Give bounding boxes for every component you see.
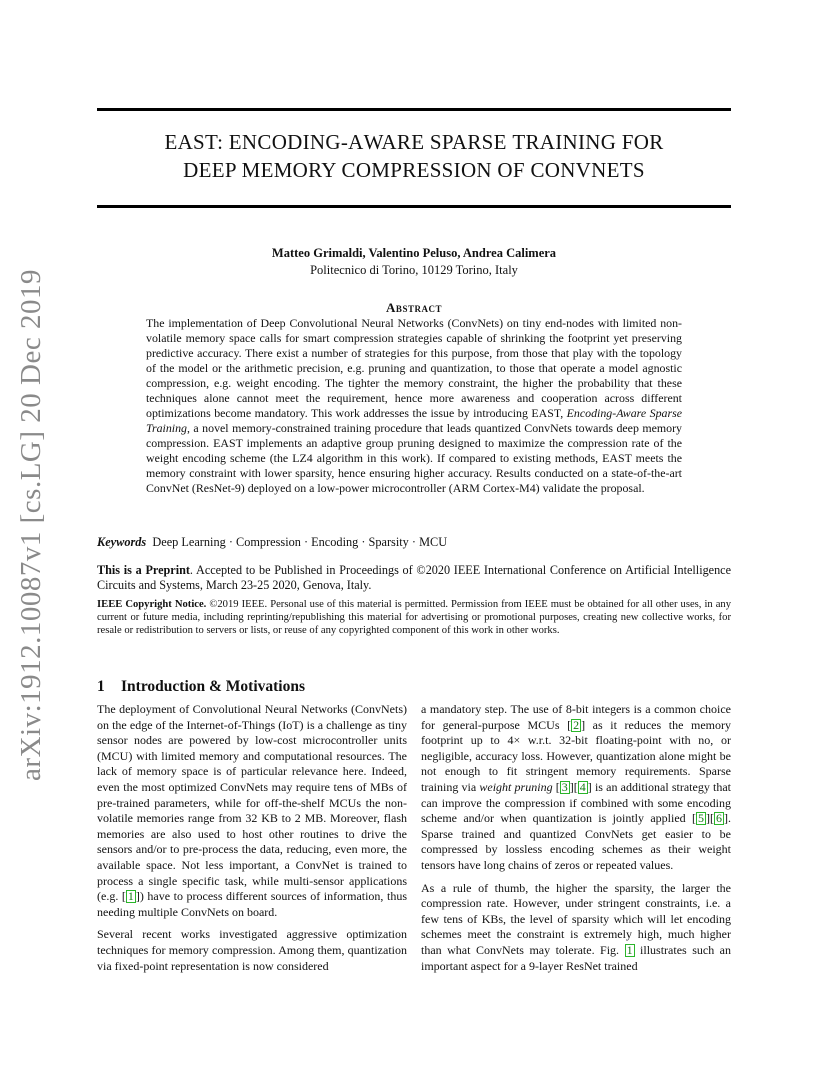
title-line-2: DEEP MEMORY COMPRESSION OF CONVNETS (183, 158, 645, 182)
affiliation: Politecnico di Torino, 10129 Torino, Italy (310, 263, 518, 277)
citation-link[interactable]: 1 (127, 889, 134, 904)
citation-link[interactable]: 3 (561, 779, 568, 794)
paragraph: As a rule of thumb, the higher the sparsity, the larger the compression rate. However, under stringent constraints, i.e. a few tens of KBs, the level of sparsity which will let encoding schemes meet the constraint is extremely high, much higher than what ConvNets may tolerate. Fig. 1 illustrates such an important aspect for a 9-layer ResNet trained (421, 880, 732, 973)
paragraph: The deployment of Convolutional Neural Networks (ConvNets) on the edge of the Internet-of-Things (IoT) is a challenge as tiny sensor nodes are powered by low-cost microcontroller units (MCU) with limited memory and computational resources. The lack of memory space is of particular relevance here. Indeed, even the most optimized ConvNets may require tens of MBs of pre-trained parameters, while for off-the-shelf MCUs the non-volatile memories range from 32 KB to 2 MB. Moreover, flash memories are also used to host other routines to drive the sensors and/or to pre-process the data, reducing, even more, the available space. Not less important, a ConvNet is trained to process a single specific task, while multi-sensor applications (e.g. [ 1 ]) have to process different sources of information, thus needing multiple ConvNets on board. (97, 702, 407, 919)
abstract-text: The implementation of Deep Convolutional Neural Networks (ConvNets) on tiny end-nodes with limited non-volatile memory space calls for smart compression strategies capable of shrinking the footprint yet preserving predictive accuracy. There exist a number of strategies for this purpose, from those that play with the topology of the model or the arithmetic precision, e.g. pruning and quantization, to those that operate a model agnostic compression, e.g. weight encoding. The tighter the memory constraint, the higher the probability that these techniques alone cannot meet the requirement, hence more awareness and cooperation across different optimizations become mandatory. This work addresses the issue by introducing EAST, Encoding-Aware Sparse Training, a novel memory-constrained training procedure that leads quantized ConvNets towards deep memory compression. EAST implements an adaptive group pruning designed to maximize the compression rate of the weight encoding scheme (the LZ4 algorithm in this work). If compared to existing methods, EAST meets the memory constraint with lower sparsity, hence ensuring higher accuracy. Results conducted on a state-of-the-art ConvNet (ResNet-9) deployed on a low-power microcontroller (ARM Cortex-M4) validate the proposal. (146, 316, 682, 495)
copyright-notice: IEEE Copyright Notice. ©2019 IEEE. Personal use of this material is permitted. Permission from IEEE must be obtained for all other uses, in any current or future media, including reprinting/republishing this material for advertising or promotional purposes, creating new collective works, for resale or redistribution to servers or lists, or reuse of any copyrighted component of this work in other works. (97, 599, 732, 637)
abstract-heading: Abstract (386, 300, 442, 315)
title-rule-top (97, 108, 731, 111)
figure-link[interactable]: 1 (626, 942, 633, 957)
section-heading: 1 Introduction & Motivations (97, 678, 306, 695)
citation-link[interactable]: 4 (579, 779, 586, 794)
left-column (97, 702, 407, 981)
preprint-notice: This is a Preprint. Accepted to be Published in Proceedings of ©2020 IEEE International Conference on Artificial Intelligence Circuits and Systems, March 23-25 2020, Genova, Italy. (97, 563, 731, 592)
paragraph: Several recent works investigated aggressive optimization techniques for memory compression. Among them, quantization via fixed-point representation is now considered (97, 927, 407, 973)
citation-link[interactable]: 6 (716, 811, 722, 826)
title-rule-bottom (97, 205, 731, 208)
paragraph: a mandatory step. The use of 8-bit integers is a common choice for general-purpose MCUs [ 2 ] as it reduces the memory footprint up to 4× w.r.t. 32-bit floating-point with no, or negligible, accuracy loss. However, quantization alone might be not enough to fit stringent memory requirements. Sparse training via weight pruning [ 3 ][ 4 ] is an additional strategy that can improve the compression if combined with some encoding scheme and/or when quantization is jointly applied [ 5 ][ 6 ]. Sparse trained and quantized ConvNets get easier to be compressed by lossless encoding schemes as their weight tensors have long chains of zeros or repeated values. (421, 702, 732, 872)
arxiv-side-stamp: arXiv:1912.10087v1 [cs.LG] 20 Dec 2019 (15, 269, 47, 781)
right-column (421, 702, 731, 981)
paper-title (97, 128, 731, 184)
citation-link[interactable]: 5 (698, 811, 704, 826)
title-line-1: EAST: ENCODING-AWARE SPARSE TRAINING FOR (164, 130, 664, 154)
keywords: Keywords Deep Learning · Compression · Encoding · Sparsity · MCU (97, 535, 448, 549)
author-list: Matteo Grimaldi, Valentino Peluso, Andrea Calimera (271, 246, 557, 260)
citation-link[interactable]: 2 (573, 717, 580, 732)
keywords-label: Keywords (97, 535, 147, 549)
